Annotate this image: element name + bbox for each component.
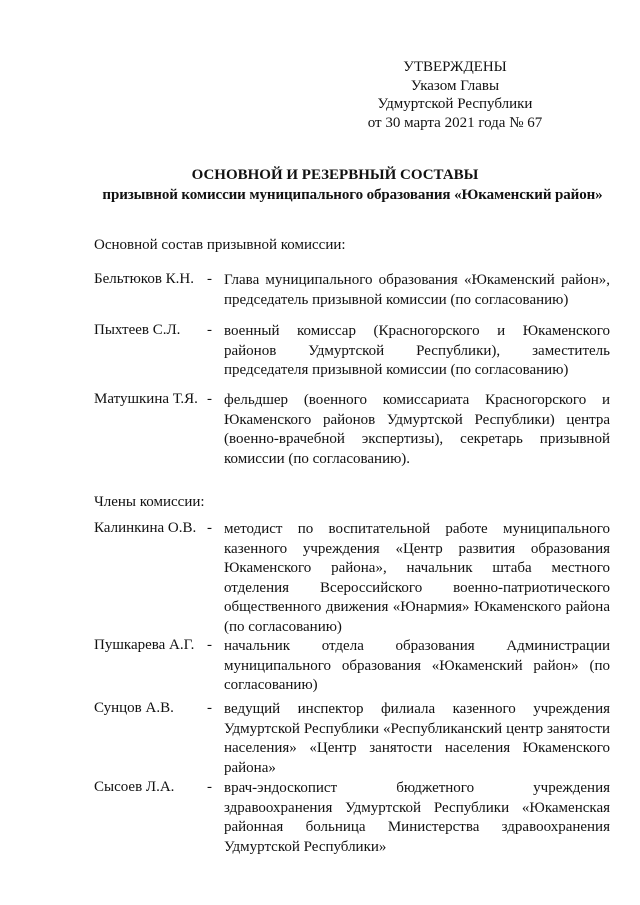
member-name: Матушкина Т.Я.	[94, 391, 198, 407]
member-role: ведущий инспектор филиала казенного учреждения Удмуртской Республики «Республиканский центр занятости населения» «Центр занятости населения Юкаменского района»	[224, 701, 610, 776]
member-role: врач-эндоскопист бюджетного учреждения здравоохранения Удмуртской Республики «Юкаменская районная больница Министерства здравоохранения Удмуртской Республики»	[224, 780, 610, 855]
approval-block	[350, 58, 560, 132]
dash: -	[207, 700, 212, 716]
members-section-heading: Члены комиссии:	[94, 494, 205, 510]
member-name: Сысоев Л.А.	[94, 779, 175, 795]
member-name: Калинкина О.В.	[94, 520, 197, 536]
document-title	[0, 165, 640, 205]
member-name: Бельтюков К.Н.	[94, 271, 194, 287]
title-sub: призывной комиссии муниципального образования «Юкаменский район»	[102, 187, 603, 203]
title-main: ОСНОВНОЙ И РЕЗЕРВНЫЙ СОСТАВЫ	[191, 167, 479, 183]
member-name: Сунцов А.В.	[94, 700, 174, 716]
dash: -	[207, 520, 212, 536]
approval-approved: УТВЕРЖДЕНЫ	[403, 59, 507, 75]
member-name: Пыхтеев С.Л.	[94, 322, 181, 338]
dash: -	[207, 391, 212, 407]
approval-republic: Удмуртской Республики	[377, 96, 533, 112]
approval-decree: Указом Главы	[410, 77, 500, 94]
dash: -	[207, 637, 212, 653]
approval-date: от 30 марта 2021 года № 67	[367, 114, 543, 131]
member-role: начальник отдела образования Администрации муниципального образования «Юкаменский район» (по согласованию)	[224, 638, 610, 693]
member-role: фельдшер (военного комиссариата Красногорского и Юкаменского районов Удмуртской Республики) центра (военно-врачебной экспертизы), секретарь призывной комиссии (по согласованию).	[224, 392, 610, 467]
member-role: Глава муниципального образования «Юкаменский район», председатель призывной комиссии (по согласованию)	[224, 272, 610, 308]
dash: -	[207, 779, 212, 795]
dash: -	[207, 271, 212, 287]
main-section-heading: Основной состав призывной комиссии:	[94, 237, 346, 253]
member-role: методист по воспитательной работе муниципального казенного учреждения «Центр развития образования Юкаменского района», начальник штаба местного отделения Всероссийского военно-патриотического общественного движения «Юнармия» Юкаменского района (по согласованию)	[224, 521, 610, 635]
member-name: Пушкарева А.Г.	[94, 637, 195, 653]
member-role: военный комиссар (Красногорского и Юкаменского районов Удмуртской Республики), заместитель председателя призывной комиссии (по согласованию)	[224, 323, 610, 378]
dash: -	[207, 322, 212, 338]
